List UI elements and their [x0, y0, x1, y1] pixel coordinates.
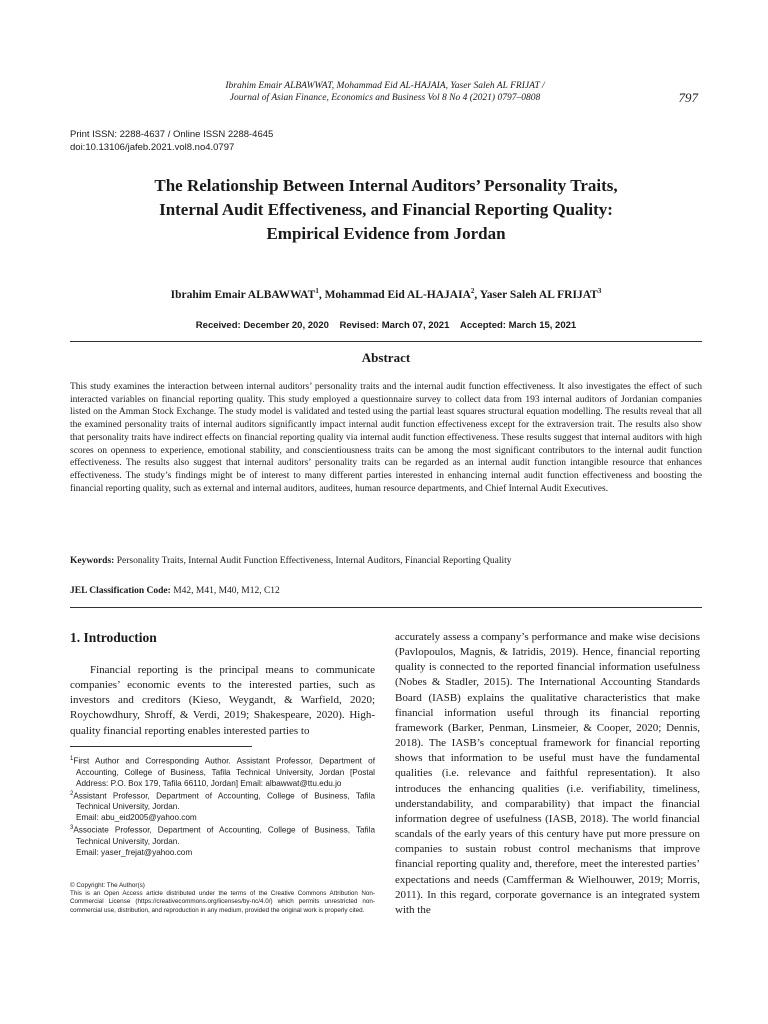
revised-date: Revised: March 07, 2021	[339, 320, 450, 331]
article-dates	[70, 320, 702, 331]
abstract-heading: Abstract	[361, 350, 411, 365]
title-line-2: Internal Audit Effectiveness, and Financial Reporting Quality:	[159, 200, 613, 219]
keywords	[70, 556, 702, 566]
left-column	[70, 630, 375, 739]
page-number: 797	[678, 90, 698, 105]
running-header-authors: Ibrahim Emair ALBAWWAT, Mohammad Eid AL-HAJAIA, Yaser Saleh AL FRIJAT /	[225, 81, 545, 91]
footnote-3-email[interactable]: Email: yaser_frejat@yahoo.com	[76, 848, 193, 858]
accepted-date: Accepted: March 15, 2021	[460, 320, 577, 331]
license-text: This is an Open Access article distributed under the terms of the Creative Commons Attribution Non-Commercial License (https://creativecommons.org/licenses/by-nc/4.0/) which permits unrestricted non-commercial use, distribution, and reproduction in any medium, provided the original work is properly cited.	[70, 890, 375, 914]
running-header	[160, 80, 610, 104]
divider-top	[70, 341, 702, 342]
title-line-1: The Relationship Between Internal Auditors’ Personality Traits,	[154, 176, 618, 195]
author-2: Mohammad Eid AL-HAJAIA$^2$,	[324, 287, 480, 301]
title-line-3: Empirical Evidence from Jordan	[266, 224, 506, 243]
divider-bottom	[70, 607, 702, 608]
author-1: Ibrahim Emair ALBAWWAT$^1$,	[170, 287, 325, 301]
keywords-label: Keywords:	[70, 556, 115, 566]
right-column	[395, 630, 700, 918]
footnote-rule	[70, 746, 252, 747]
issn-block	[70, 129, 273, 154]
jel-label: JEL Classification Code:	[70, 586, 171, 596]
jel-text: M42, M41, M40, M12, C12	[173, 586, 280, 596]
footnote-3: $^3$Associate Professor, Department of Accounting, College of Business, Tafila Technical University, Jordan.	[70, 825, 375, 847]
article-title	[70, 174, 702, 246]
doi-line[interactable]: doi:10.13106/jafeb.2021.vol8.no4.0797	[70, 141, 235, 153]
license-notice	[70, 882, 375, 915]
footnote-2: $^2$Assistant Professor, Department of Accounting, College of Business, Tafila Technical University, Jordan.	[70, 790, 375, 812]
footnotes	[70, 754, 375, 858]
jel-codes	[70, 586, 702, 596]
running-header-journal: Journal of Asian Finance, Economics and Business Vol 8 No 4 (2021) 0797–0808	[229, 93, 541, 103]
intro-paragraph-right: accurately assess a company’s performance and make wise decisions (Pavlopoulos, Magnis, & Iatridis, 2019). Hence, financial reporting quality is connected to the reported financial information usefulness (Nobes & Stadler, 2015). The International Accounting Standards Board (IASB) explains the qualitative characteristics that make financial information useful through its financial reporting framework (Barker, Penman, Linsmeier, & Cooper, 2020; Dennis, 2018). The IASB’s conceptual framework for financial reporting shows that information to be useful must have the fundamental qualities (i.e. relevance and faithful representation). It also introduces the enhancing qualities (i.e. verifiability, timeliness, understandability, and comparability) that impact the financial information degree of usefulness (IASB, 2018). The world financial scandals of the early years of this century have put more pressure on companies to sustain robust control mechanisms that improve financial reporting quality and, therefore, meet the interested parties’ expectations and needs (Camfferman & Wielhouwer, 2019; Morris, 2011). In this regard, corporate governance is an integrated system with the	[395, 631, 700, 916]
keywords-text: Personality Traits, Internal Audit Function Effectiveness, Internal Auditors, Financial Reporting Quality	[116, 556, 512, 566]
copyright-line: © Copyright: The Author(s)	[70, 882, 145, 889]
footnote-2-email[interactable]: Email: abu_eid2005@yahoo.com	[76, 813, 197, 823]
footnote-1: $^1$First Author and Corresponding Author. Assistant Professor, Department of Accounting, College of Business, Tafila Technical University, Jordan [Postal Address: P.O. Box 179, Tafila 66110, Jordan] Email: albawwat@ttu.edu.jo	[70, 756, 375, 788]
author-3: Yaser Saleh AL FRIJAT$^3$	[479, 287, 602, 301]
abstract-body: This study examines the interaction between internal auditors’ personality traits and the internal audit function effectiveness. It also investigates the effect of such interacted variables on financial reporting quality. This study employed a questionnaire survey to collect data from 193 internal auditors of Jordanian companies listed on the Amman Stock Exchange. The study model is validated and tested using the partial least squares structural equation modelling. The results reveal that all the examined personality traits of internal auditors significantly impact internal audit function effectiveness except for the extraversion trait. The results also show that personality traits have indirect effects on financial reporting quality via internal audit function effectiveness. These results suggest that internal auditors with high scores on openness to experience, emotional stability, and conscientiousness traits can be among the most significant contributors to the internal audit function effectiveness. The results also suggest that internal auditors’ personality traits can be regarded as an internal audit function intangible resource that enhances effectiveness. The study’s findings might be of interest to many different parties interested in enhancing internal audit function effectiveness and boosting the financial reporting quality, such as external and internal auditors, auditees, human resource departments, and Chief Internal Audit Executives.	[70, 382, 702, 494]
intro-paragraph-left: Financial reporting is the principal means to communicate companies’ economic events to the interested parties, such as investors and creditors (Kieso, Weygandt, & Warfield, 2020; Roychowdhury, Shroff, & Verdi, 2019; Shakespeare, 2020). High-quality financial reporting enables interested parties to	[70, 664, 375, 737]
received-date: Received: December 20, 2020	[195, 320, 329, 331]
section-heading-introduction: 1. Introduction	[70, 630, 157, 645]
author-list	[70, 287, 702, 301]
issn-line: Print ISSN: 2288-4637 / Online ISSN 2288-4645	[70, 129, 274, 140]
